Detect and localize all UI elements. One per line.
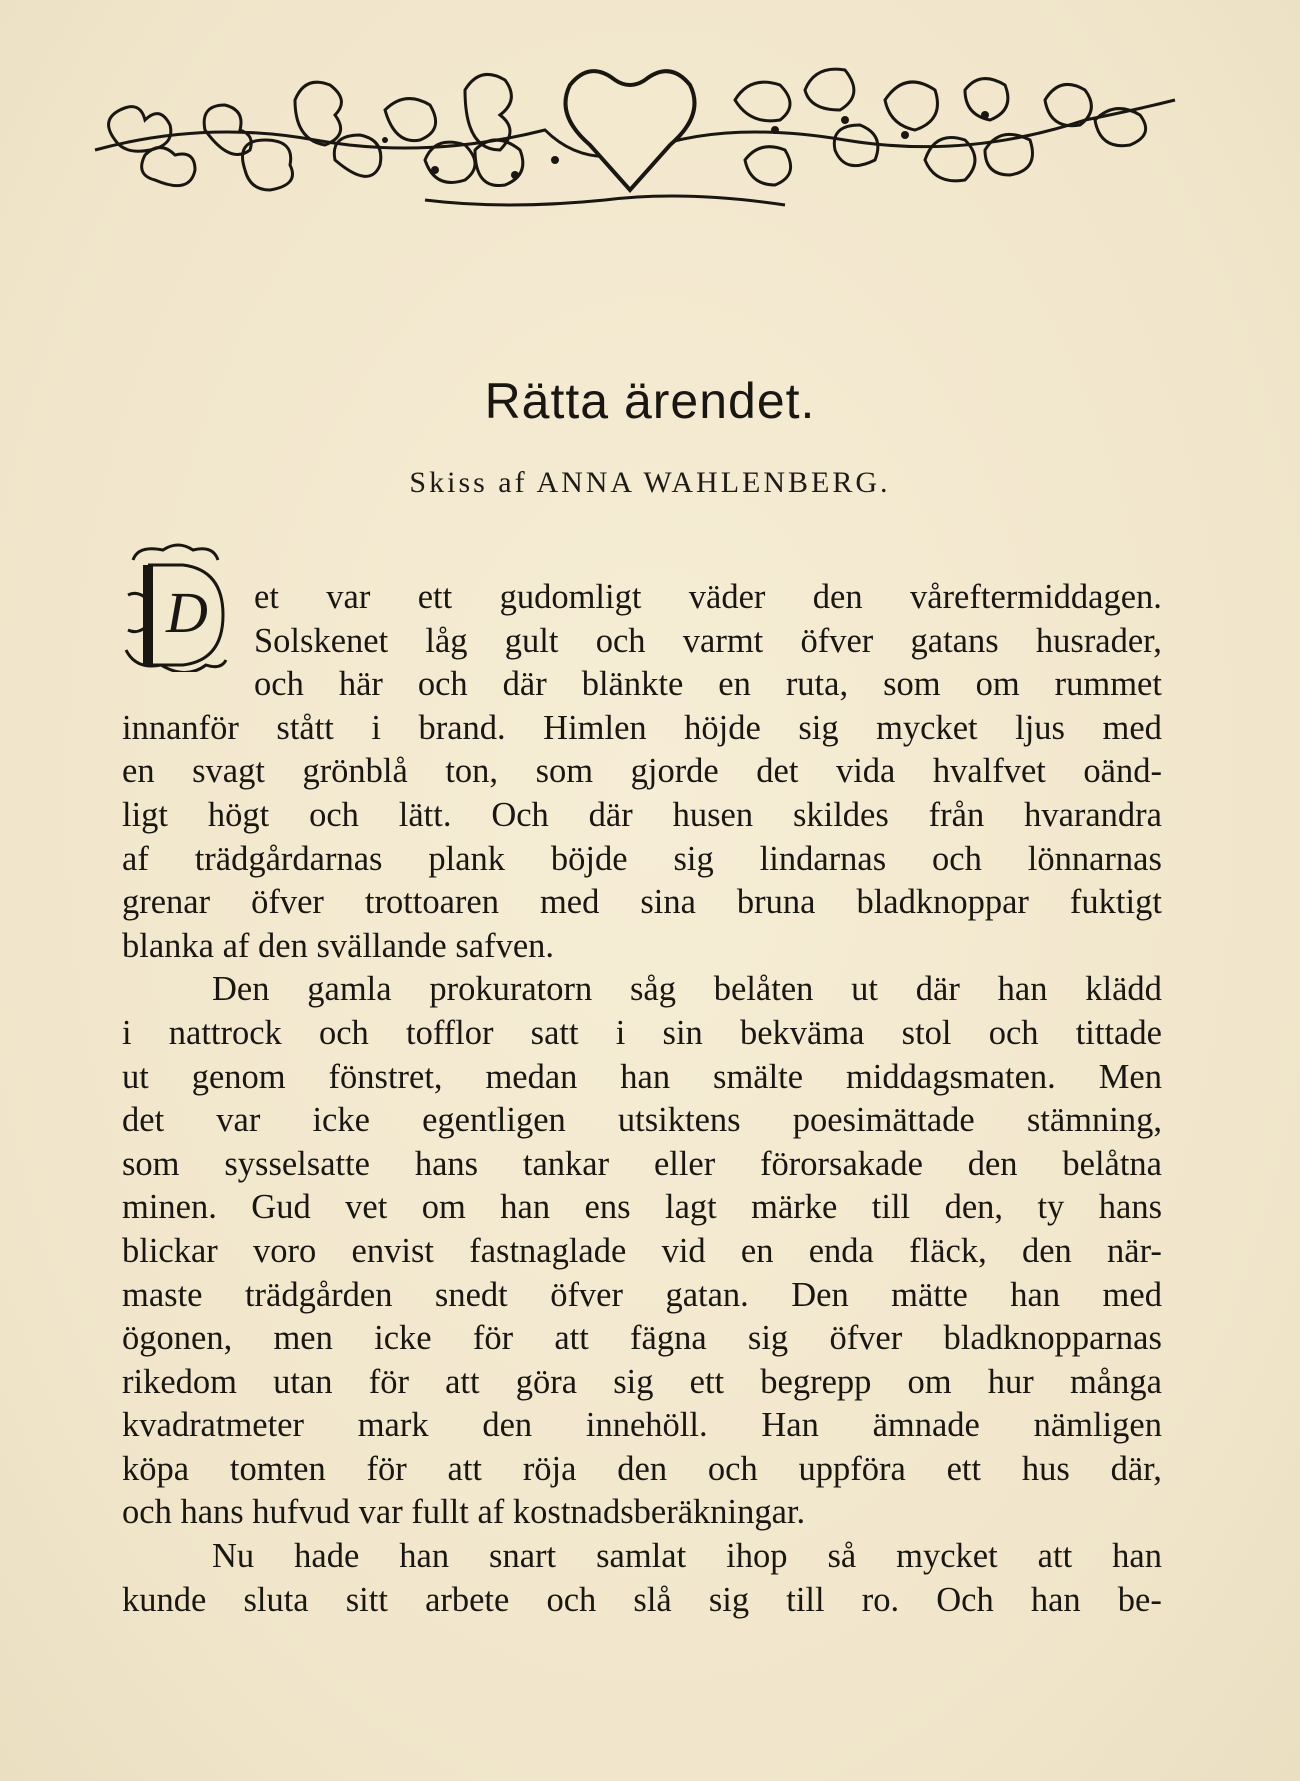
article-body [122,576,1162,1622]
text-line: rikedom utan för att göra sig ett begrepp om hur många [122,1362,1162,1401]
byline: Skiss af ANNA WAHLENBERG. [409,466,891,499]
text-line: och hans hufvud var fullt af kostnadsberäkningar. [122,1493,806,1532]
article-title: Rätta ärendet. [484,373,816,429]
text-line: ut genom fönstret, medan han smälte middagsmaten. Men [122,1057,1162,1096]
text-line: i nattrock och tofflor satt i sin bekväma stol och tittade [122,1013,1162,1052]
text-line: och här och där blänkte en ruta, som om rummet [254,665,1162,704]
text-line: kvadratmeter mark den innehöll. Han ämnade nämligen [122,1406,1162,1445]
heart-garland-ornament-icon [85,60,1185,220]
text-line: kunde sluta sitt arbete och slå sig till ro. Och han be- [122,1580,1162,1619]
text-line: maste trädgården snedt öfver gatan. Den mätte han med [122,1275,1162,1314]
text-line: köpa tomten för att röja den och uppföra ett hus där, [122,1449,1162,1488]
text-line: blanka af den svällande safven. [122,926,555,965]
drop-cap-letter: D [166,580,208,645]
text-line: et var ett gudomligt väder den våreftermiddagen. [254,578,1162,616]
text-line: minen. Gud vet om han ens lagt märke till den, ty hans [122,1188,1162,1227]
text-line: af trädgårdarnas plank böjde sig lindarnas och lönnarnas [122,839,1162,878]
text-line: det var icke egentligen utsiktens poesimättade stämning, [122,1101,1162,1140]
text-line: Solskenet låg gult och varmt öfver gatans husrader, [254,621,1162,660]
text-line: en svagt grönblå ton, som gjorde det vida hvalfvet oänd- [122,752,1162,791]
text-line: som sysselsatte hans tankar eller förorsakade den belåtna [122,1144,1162,1183]
text-line: blickar voro envist fastnaglade vid en enda fläck, den när- [122,1231,1162,1270]
text-line: innanför stått i brand. Himlen höjde sig mycket ljus med [122,708,1162,747]
text-line: grenar öfver trottoaren med sina bruna bladknoppar fuktigt [122,883,1162,922]
text-line: ögonen, men icke för att fägna sig öfver bladknopparnas [122,1319,1162,1358]
text-line: Den gamla prokuratorn såg belåten ut där han klädd [212,970,1162,1009]
text-line: Nu hade han snart samlat ihop så mycket att han [212,1537,1162,1576]
text-line: ligt högt och lätt. Och där husen skildes från hvarandra [122,795,1162,834]
